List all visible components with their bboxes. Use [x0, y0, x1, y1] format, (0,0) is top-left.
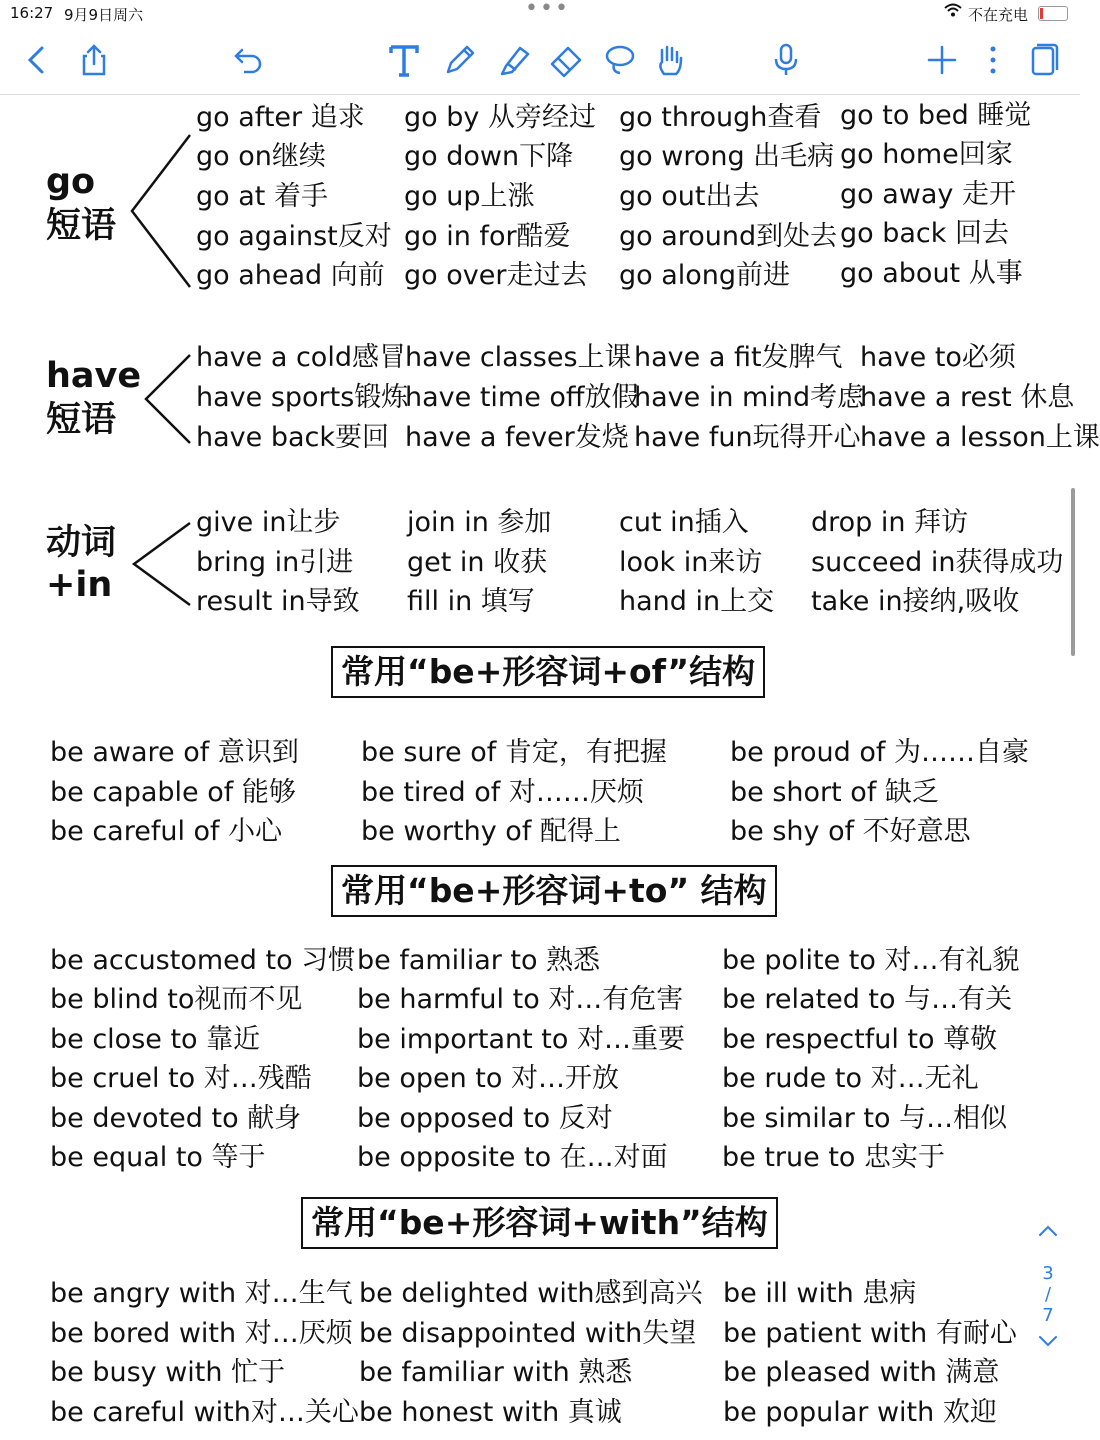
- phrase: go in for酷爱: [404, 221, 571, 252]
- phrase: be angry with 对…生气: [50, 1278, 353, 1309]
- plus-icon[interactable]: [922, 42, 962, 82]
- phrase: take in接纳,吸收: [811, 586, 1020, 617]
- phrase: fill in 填写: [407, 586, 535, 617]
- phrase: give in让步: [196, 507, 341, 538]
- phrase: be familiar with 熟悉: [359, 1357, 633, 1388]
- phrase: be careful of 小心: [50, 816, 283, 847]
- multitask-dots[interactable]: •••: [525, 0, 570, 21]
- phrase: go through查看: [619, 102, 822, 133]
- phrase: succeed in获得成功: [811, 547, 1064, 578]
- go-heading: go: [46, 162, 96, 202]
- phrase: be respectful to 尊敬: [722, 1024, 998, 1055]
- share-icon[interactable]: [74, 42, 114, 82]
- chevron-down-icon[interactable]: [1028, 1332, 1068, 1353]
- highlighter-icon[interactable]: [494, 42, 534, 82]
- phrase: be polite to 对…有礼貌: [722, 945, 1020, 976]
- phrase: go down下降: [404, 141, 574, 172]
- phrase: go along前进: [619, 260, 791, 291]
- phrase: join in 参加: [407, 507, 552, 538]
- phrase: be opposed to 反对: [357, 1103, 613, 1134]
- go-bracket: [128, 131, 194, 291]
- phrase: hand in上交: [619, 586, 775, 617]
- phrase: be capable of 能够: [50, 777, 296, 808]
- phrase: drop in 拜访: [811, 507, 969, 538]
- phrase: be rude to 对…无礼: [722, 1063, 979, 1094]
- phrase: have a fever发烧: [405, 422, 629, 453]
- phrase: be cruel to 对…残酷: [50, 1063, 312, 1094]
- of-section-title: 常用“be+形容词+of”结构: [331, 646, 765, 698]
- verb-in-bracket: [130, 519, 194, 609]
- phrase: be equal to 等于: [50, 1142, 266, 1173]
- phrase: be short of 缺乏: [730, 777, 939, 808]
- phrase: cut in插入: [619, 507, 749, 538]
- text-icon[interactable]: [384, 42, 424, 82]
- microphone-icon[interactable]: [766, 42, 806, 82]
- phrase: be blind to视而不见: [50, 984, 303, 1015]
- to-section-title: 常用“be+形容词+to” 结构: [331, 865, 777, 917]
- page-current: 3: [1042, 1263, 1054, 1284]
- phrase: be busy with 忙于: [50, 1357, 286, 1388]
- phrase: have time off放假: [405, 382, 639, 413]
- phrase: be careful with对…关心: [50, 1397, 359, 1428]
- battery-icon: [1038, 6, 1068, 21]
- phrase: be accustomed to 习惯: [50, 945, 356, 976]
- verb-in-heading: 动词: [46, 523, 117, 563]
- phrase: get in 收获: [407, 547, 548, 578]
- phrase: have classes上课: [405, 342, 632, 373]
- phrase: have in mind考虑: [634, 382, 865, 413]
- phrase: be honest with 真诚: [359, 1397, 622, 1428]
- phrase: be delighted with感到高兴: [359, 1278, 703, 1309]
- pages-icon[interactable]: [1024, 42, 1064, 82]
- have-heading: have: [46, 356, 142, 396]
- page-total: 7: [1042, 1305, 1054, 1326]
- go-heading-sub: 短语: [46, 206, 117, 246]
- phrase: have fun玩得开心: [634, 422, 861, 453]
- with-section-title: 常用“be+形容词+with”结构: [301, 1197, 778, 1249]
- phrase: be popular with 欢迎: [723, 1397, 997, 1428]
- phrase: go away 走开: [840, 179, 1016, 210]
- phrase: have to必须: [860, 342, 1016, 373]
- phrase: go up上涨: [404, 181, 535, 212]
- verb-in-heading-sub: +in: [46, 565, 113, 605]
- undo-icon[interactable]: [228, 42, 268, 82]
- phrase: go out出去: [619, 181, 760, 212]
- phrase: have a lesson上课: [860, 422, 1100, 453]
- phrase: go about 从事: [840, 258, 1023, 289]
- note-page[interactable]: [0, 95, 1100, 1440]
- status-time: 16:27: [10, 4, 54, 22]
- page-separator: /: [1044, 1284, 1052, 1305]
- phrase: go on继续: [196, 141, 326, 172]
- eraser-icon[interactable]: [546, 42, 586, 82]
- phrase: go around到处去: [619, 221, 838, 252]
- phrase: be ill with 患病: [723, 1278, 917, 1309]
- phrase: go wrong 出毛病: [619, 141, 835, 172]
- status-date: 9月9日周六: [64, 6, 144, 24]
- phrase: be aware of 意识到: [50, 737, 299, 768]
- phrase: go at 着手: [196, 181, 328, 212]
- phrase: be true to 忠实于: [722, 1142, 946, 1173]
- phrase: be worthy of 配得上: [361, 816, 621, 847]
- phrase: bring in引进: [196, 547, 354, 578]
- phrase: be harmful to 对…有危害: [357, 984, 684, 1015]
- phrase: be shy of 不好意思: [730, 816, 971, 847]
- page-navigator: [1028, 1222, 1068, 1353]
- phrase: have sports锻炼: [196, 382, 409, 413]
- phrase: be sure of 肯定，有把握: [361, 737, 667, 768]
- lasso-icon[interactable]: [600, 42, 640, 82]
- have-heading-sub: 短语: [46, 400, 117, 440]
- phrase: be similar to 与…相似: [722, 1103, 1008, 1134]
- wifi-icon: [944, 3, 962, 21]
- more-icon[interactable]: [973, 42, 1013, 82]
- phrase: result in导致: [196, 586, 360, 617]
- chevron-up-icon[interactable]: [1028, 1222, 1068, 1243]
- phrase: be tired of 对……厌烦: [361, 777, 644, 808]
- phrase: go against反对: [196, 221, 392, 252]
- phrase: be familiar to 熟悉: [357, 945, 601, 976]
- back-icon[interactable]: [16, 42, 56, 82]
- phrase: be bored with 对…厌烦: [50, 1318, 353, 1349]
- toolbar: [0, 28, 1080, 95]
- phrase: go ahead 向前: [196, 260, 385, 291]
- phrase: be close to 靠近: [50, 1024, 261, 1055]
- status-bar: [0, 0, 1080, 28]
- charging-status: 不在充电: [968, 6, 1029, 24]
- phrase: go by 从旁经过: [404, 102, 596, 133]
- phrase: be devoted to 献身: [50, 1103, 302, 1134]
- phrase: look in来访: [619, 547, 763, 578]
- phrase: have a cold感冒: [196, 342, 406, 373]
- hand-icon[interactable]: [650, 42, 690, 82]
- phrase: go back 回去: [840, 218, 1009, 249]
- phrase: be patient with 有耐心: [723, 1318, 1017, 1349]
- phrase: have back要回: [196, 422, 389, 453]
- phrase: be pleased with 满意: [723, 1357, 1000, 1388]
- phrase: go home回家: [840, 139, 1013, 170]
- phrase: have a fit发脾气: [634, 342, 843, 373]
- scrollbar[interactable]: [1071, 488, 1075, 656]
- pencil-icon[interactable]: [440, 42, 480, 82]
- phrase: go over走过去: [404, 260, 588, 291]
- phrase: be open to 对…开放: [357, 1063, 619, 1094]
- phrase: be important to 对…重要: [357, 1024, 685, 1055]
- have-bracket: [142, 351, 194, 447]
- phrase: be proud of 为……自豪: [730, 737, 1029, 768]
- phrase: be disappointed with失望: [359, 1318, 697, 1349]
- phrase: be related to 与…有关: [722, 984, 1013, 1015]
- phrase: be opposite to 在…对面: [357, 1142, 668, 1173]
- phrase: have a rest 休息: [860, 382, 1075, 413]
- phrase: go after 追求: [196, 102, 365, 133]
- phrase: go to bed 睡觉: [840, 100, 1032, 131]
